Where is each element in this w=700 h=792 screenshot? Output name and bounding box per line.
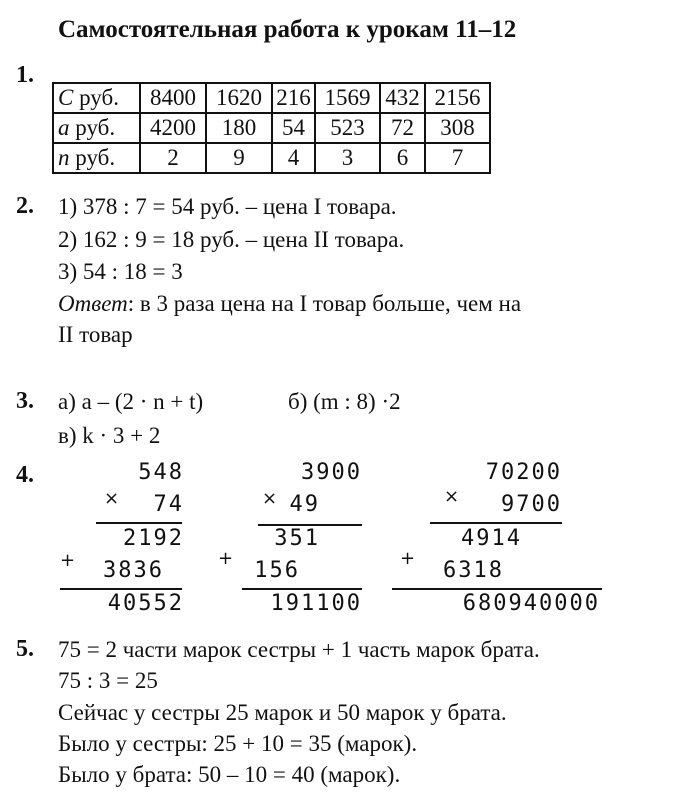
table-cell: 1569: [315, 83, 380, 113]
calc-1-result: 40552: [107, 591, 184, 616]
table-cell: 54: [272, 113, 315, 143]
table-row: [53, 83, 490, 113]
calc-1-multiplier: 74: [153, 492, 184, 517]
table-row: [53, 113, 490, 143]
calc-2-multiplier: 49: [289, 492, 320, 517]
task-number-4: 4.: [16, 462, 34, 488]
calc-1-multiplicand: 548: [138, 460, 184, 485]
row-unit: руб.: [79, 85, 119, 110]
task2-answer-cont: II товар: [58, 322, 133, 347]
task2-line-2: 2) 162 : 9 = 18 руб. – цена II товара.: [58, 227, 405, 252]
task2-line-3: 3) 54 : 18 = 3: [58, 259, 183, 284]
plus-sign-2: +: [218, 548, 234, 569]
times-sign-3: ×: [444, 486, 460, 507]
table-cell: 180: [206, 113, 272, 143]
task-number-5: 5.: [16, 636, 34, 662]
calc-3-multiplicand: 70200: [485, 460, 562, 485]
table-cell: 2156: [425, 83, 490, 113]
task-number-2: 2.: [16, 193, 34, 219]
row-header: [53, 143, 140, 173]
values-table: [52, 82, 491, 174]
table-cell: 8400: [140, 83, 206, 113]
table-cell: 9: [206, 143, 272, 173]
row-variable: a: [58, 115, 70, 140]
table-cell: 216: [272, 83, 315, 113]
table-cell: 72: [380, 113, 425, 143]
calc-2-line-2: [242, 588, 362, 590]
table-cell: 4200: [140, 113, 206, 143]
calc-3-line-2: [392, 588, 602, 590]
table-cell: 6: [380, 143, 425, 173]
calc-3-partial-1: 4914: [461, 526, 522, 551]
table-cell: 432: [380, 83, 425, 113]
calc-1-partial-2: 3836: [103, 558, 164, 583]
task5-line-5: Было у брата: 50 – 10 = 40 (марок).: [58, 762, 401, 787]
table-cell: 1620: [206, 83, 272, 113]
row-unit: руб.: [75, 145, 116, 170]
task-number-3: 3.: [16, 388, 34, 414]
table-cell: 2: [140, 143, 206, 173]
calc-1-line-2: [60, 588, 182, 590]
answer-text: : в 3 раза цена на I товар больше, чем на: [127, 291, 522, 316]
table-cell: 4: [272, 143, 315, 173]
table-cell: 3: [315, 143, 380, 173]
row-variable: n: [58, 145, 70, 170]
calc-2-partial-1: 351: [274, 526, 320, 551]
table-cell: 523: [315, 113, 380, 143]
task3-a: а) a – (2 · n + t): [58, 389, 204, 414]
calc-1-line-1: [96, 522, 182, 524]
task3-b: б) (m : 8) ·2: [288, 389, 401, 414]
page-title: Самостоятельная работа к урокам 11–12: [58, 16, 517, 43]
task5-line-4: Было у сестры: 25 + 10 = 35 (марок).: [58, 731, 418, 756]
calc-2-multiplicand: 3900: [301, 460, 362, 485]
calc-3-partial-2: 6318: [443, 558, 504, 583]
task-number-1: 1.: [16, 62, 34, 88]
task3-c: в) k · 3 + 2: [58, 423, 161, 448]
calc-3-line-1: [430, 522, 562, 524]
times-sign-2: ×: [262, 488, 278, 509]
task2-line-1: 1) 378 : 7 = 54 руб. – цена I товара.: [58, 194, 397, 219]
table-cell: 308: [425, 113, 490, 143]
row-header: [53, 83, 140, 113]
task5-line-2: 75 : 3 = 25: [58, 668, 158, 693]
plus-sign-3: +: [400, 548, 416, 569]
row-unit: руб.: [75, 115, 116, 140]
task5-line-1: 75 = 2 части марок сестры + 1 часть марок брата.: [58, 637, 540, 662]
calc-3: [400, 460, 600, 620]
calc-2-partial-2: 156: [254, 558, 300, 583]
answer-label: Ответ: [58, 291, 128, 316]
calc-3-multiplier: 9700: [501, 492, 562, 517]
plus-sign-1: +: [60, 550, 76, 571]
table-row: [53, 143, 490, 173]
calc-1: [60, 460, 184, 620]
times-sign-1: ×: [104, 488, 120, 509]
table-cell: 7: [425, 143, 490, 173]
calc-2-result: 191100: [270, 591, 362, 616]
task5-line-3: Сейчас у сестры 25 марок и 50 марок у брата.: [58, 700, 507, 725]
calc-3-result: 680940000: [462, 591, 600, 616]
row-variable: C: [58, 85, 74, 110]
row-header: [53, 113, 140, 143]
calc-2: [222, 460, 362, 620]
calc-1-partial-1: 2192: [123, 526, 184, 551]
task2-answer: [58, 291, 521, 317]
calc-2-line-1: [258, 524, 362, 526]
